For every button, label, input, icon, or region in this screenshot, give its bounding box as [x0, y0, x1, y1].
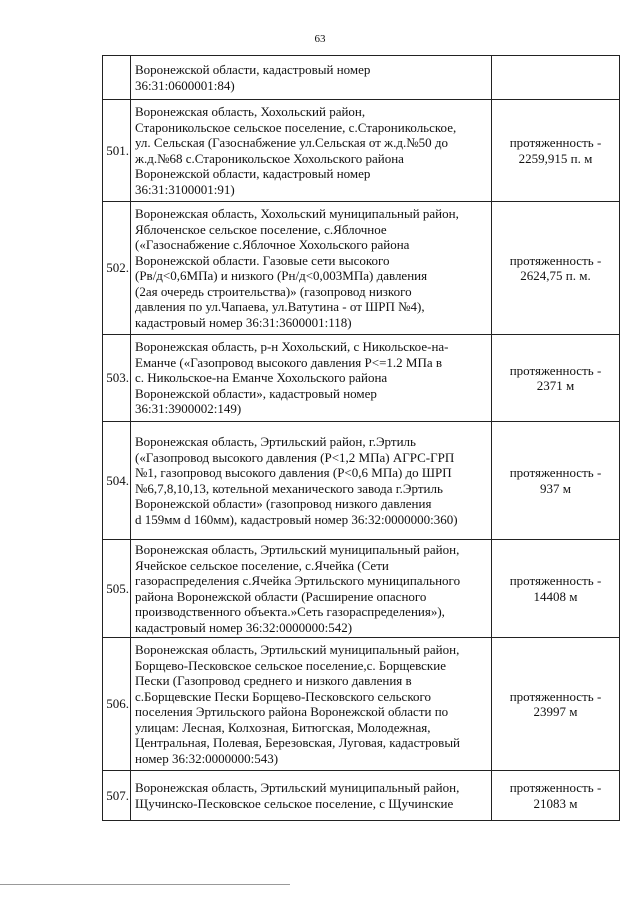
- table-row: [103, 56, 620, 100]
- extent-line: 23997 м: [533, 704, 578, 719]
- description-line: кадастровый номер 36:31:3600001:118): [135, 314, 352, 330]
- description-line: Воронежская область, Хохольский район,: [135, 104, 366, 119]
- description-line: (Рв/д<0,6МПа) и низкого (Рн/д<0,003МПа) давления: [135, 268, 428, 283]
- description-line: производственного объекта.»Сеть газораспределения»),: [135, 604, 445, 619]
- object-extent: [492, 771, 620, 821]
- row-number: 506.: [103, 638, 131, 771]
- object-description: [131, 540, 492, 638]
- extent-line: протяженность -: [509, 252, 602, 268]
- description-line: района Воронежской области (Расширение опасного: [135, 588, 427, 604]
- registry-table-body: [103, 56, 620, 821]
- object-extent: [492, 56, 620, 100]
- description-line: (2ая очередь строительства)» (газопровод низкого: [135, 283, 412, 299]
- extent-line: 937 м: [540, 480, 571, 496]
- description-line: Воронежская область, Эртильский муниципальный район,: [135, 780, 460, 795]
- table-row: [103, 540, 620, 638]
- object-extent: [492, 422, 620, 540]
- description-line: Воронежской области, кадастровый номер: [135, 166, 371, 181]
- row-number: 505.: [103, 540, 131, 638]
- table-row: [103, 771, 620, 821]
- description-line: с.Борщевские Пески Борщево-Песковского сельского: [135, 688, 431, 704]
- extent-line: 14408 м: [533, 588, 578, 604]
- description-line: Борщево-Песковское сельское поселение,с. Борщевские: [135, 657, 446, 673]
- extent-line: протяженность -: [509, 135, 602, 150]
- object-description: [131, 100, 492, 202]
- extent-line: 2624,75 п. м.: [520, 268, 591, 283]
- description-line: газораспределения с.Ячейка Эртильского муниципального: [135, 573, 461, 588]
- row-number: 502.: [103, 202, 131, 335]
- description-line: ж.д.№68 с.Староникольское Хохольского района: [135, 150, 404, 166]
- description-line: Центральная, Полевая, Березовская, Луговая, кадастровый: [135, 735, 461, 750]
- description-line: №6,7,8,10,13, котельной механического завода г.Эртиль: [135, 480, 443, 496]
- description-line: Воронежская область, Эртильский район, г.Эртиль: [135, 434, 416, 449]
- description-line: поселения Эртильского района Воронежской области по: [135, 704, 449, 719]
- description-line: Воронежской области» (газопровод низкого давления: [135, 496, 432, 511]
- object-description: [131, 335, 492, 422]
- table-row: [103, 202, 620, 335]
- description-line: 36:31:0600001:84): [135, 77, 235, 93]
- object-extent: [492, 638, 620, 771]
- description-line: Воронежская область, р-н Хохольский, с Никольское-на-: [135, 339, 449, 355]
- description-line: Воронежская область, Хохольский муниципальный район,: [135, 206, 459, 221]
- scan-edge-line: [0, 884, 290, 885]
- description-line: Воронежской области», кадастровый номер: [135, 385, 377, 401]
- page-number: 63: [314, 33, 326, 45]
- object-description: [131, 56, 492, 100]
- description-line: с. Никольское-на Еманче Хохольского района: [135, 370, 388, 386]
- extent-line: 2371 м: [536, 378, 575, 393]
- object-extent: [492, 335, 620, 422]
- description-line: Яблоченское сельское поселение, с.Яблочное: [135, 221, 387, 237]
- description-line: Воронежская область, Эртильский муниципальный район,: [135, 542, 460, 557]
- object-description: [131, 202, 492, 335]
- description-line: Воронежской области, кадастровый номер: [135, 62, 371, 77]
- table-row: [103, 638, 620, 771]
- row-number: 503.: [103, 335, 131, 422]
- description-line: Щучинско-Песковское сельское поселение, с Щучинские: [135, 795, 454, 811]
- object-extent: [492, 202, 620, 335]
- description-line: («Газопровод высокого давления (Р<1,2 МПа) АГРС-ГРП: [135, 449, 455, 465]
- description-line: номер 36:32:0000000:543): [135, 750, 279, 766]
- object-description: [131, 771, 492, 821]
- description-line: ул. Сельская (Газоснабжение ул.Сельская от ж.д.№50 до: [135, 135, 448, 150]
- description-line: 36:31:3900002:149): [135, 401, 242, 417]
- object-description: [131, 422, 492, 540]
- row-number: 501.: [103, 100, 131, 202]
- description-line: Воронежская область, Эртильский муниципальный район,: [135, 642, 460, 657]
- description-line: Ячейское сельское поселение, с.Ячейка (Сети: [135, 557, 389, 573]
- description-line: кадастровый номер 36:32:0000000:542): [135, 619, 353, 635]
- table-row: [103, 100, 620, 202]
- description-line: давления по ул.Чапаева, ул.Ватутина - от ШРП №4),: [135, 299, 425, 314]
- description-line: Пески (Газопровод среднего и низкого давления в: [135, 673, 412, 688]
- description-line: улицам: Лесная, Колхозная, Битюгская, Молодежная,: [135, 719, 431, 735]
- description-line: («Газоснабжение с.Яблочное Хохольского района: [135, 237, 410, 252]
- description-line: Воронежской области. Газовые сети высокого: [135, 252, 390, 268]
- extent-line: протяженность -: [509, 573, 602, 588]
- row-number: [103, 56, 131, 100]
- object-description: [131, 638, 492, 771]
- extent-line: 2259,915 п. м: [518, 150, 593, 166]
- extent-line: 21083 м: [533, 795, 578, 811]
- description-line: №1, газопровод высокого давления (Р<0,6 МПа) до ШРП: [135, 465, 452, 480]
- object-extent: [492, 540, 620, 638]
- extent-line: протяженность -: [509, 688, 602, 704]
- description-line: Староникольское сельское поселение, с.Староникольское,: [135, 119, 457, 135]
- table-row: [103, 422, 620, 540]
- row-number: 507.: [103, 771, 131, 821]
- registry-table: [102, 55, 620, 821]
- object-extent: [492, 100, 620, 202]
- description-line: Еманче («Газопровод высокого давления Р<=1.2 МПа в: [135, 354, 443, 370]
- table-row: [103, 335, 620, 422]
- extent-line: протяженность -: [509, 362, 602, 378]
- extent-line: протяженность -: [509, 780, 602, 795]
- row-number: 504.: [103, 422, 131, 540]
- extent-line: протяженность -: [509, 465, 602, 480]
- description-line: d 159мм d 160мм), кадастровый номер 36:32:0000000:360): [135, 511, 458, 527]
- description-line: 36:31:3100001:91): [135, 181, 235, 197]
